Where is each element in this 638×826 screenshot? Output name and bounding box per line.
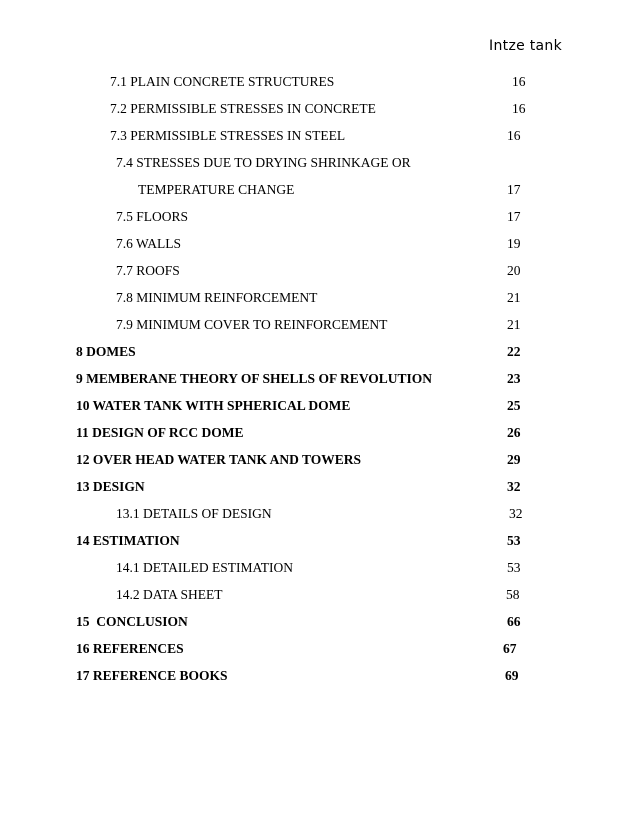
toc-entry[interactable] [0,396,638,416]
toc-entry-title: 14 ESTIMATION [76,533,180,548]
toc-entry[interactable] [0,288,638,308]
toc-entry[interactable] [0,126,638,146]
toc-entry-title: 8 DOMES [76,344,136,359]
toc-entry-page: 17 [507,209,521,224]
toc-entry[interactable] [0,315,638,335]
toc-entry-title: 7.5 FLOORS [116,209,189,224]
toc-entry[interactable] [0,585,638,605]
toc-entry-page: 16 [512,74,526,89]
toc-entry[interactable] [0,234,638,254]
toc-entry-page: 29 [507,452,521,467]
toc-entry-title: 7.8 MINIMUM REINFORCEMENT [116,290,318,305]
toc-entry-page: 23 [507,371,521,386]
toc-entry-title: 15 CONCLUSION [76,614,188,629]
toc-entry-title: 11 DESIGN OF RCC DOME [76,425,244,440]
toc-entry-page: 21 [507,317,521,332]
toc-entry-page: 17 [507,182,521,197]
toc-entry-page: 25 [507,398,521,413]
toc-entry-page: 20 [507,263,521,278]
toc-entry-page: 66 [507,614,521,629]
toc-entry-title: TEMPERATURE CHANGE [138,182,295,197]
toc-entry[interactable] [0,666,638,686]
toc-entry-title: 7.3 PERMISSIBLE STRESSES IN STEEL [110,128,346,143]
toc-entry-title: 14.2 DATA SHEET [116,587,223,602]
toc-entry-page: 26 [507,425,521,440]
toc-entry[interactable] [0,423,638,443]
toc-entry[interactable] [0,477,638,497]
toc-entry-title: 13 DESIGN [76,479,145,494]
toc-entry-page: 21 [507,290,521,305]
toc-entry-page: 69 [505,668,519,683]
toc-entry-page: 53 [507,560,521,575]
toc-entry-title: 7.7 ROOFS [116,263,180,278]
toc-entry-page: 32 [509,506,523,521]
toc-entry-title: 9 MEMBERANE THEORY OF SHELLS OF REVOLUTION [76,371,433,386]
toc-entry[interactable] [0,261,638,281]
toc-entry-page: 16 [507,128,521,143]
toc-entry-page: 19 [507,236,521,251]
toc-entry-title: 7.2 PERMISSIBLE STRESSES IN CONCRETE [110,101,376,116]
toc-entry[interactable] [0,504,638,524]
toc-entry-page: 58 [506,587,520,602]
toc-entry[interactable] [0,342,638,362]
toc-entry[interactable] [0,558,638,578]
toc-entry[interactable] [0,99,638,119]
toc-entry[interactable] [0,531,638,551]
toc-entry-title: 7.9 MINIMUM COVER TO REINFORCEMENT [116,317,388,332]
toc-entry[interactable] [0,369,638,389]
toc-entry[interactable] [0,153,638,173]
toc-entry[interactable] [0,639,638,659]
toc-entry-page: 67 [503,641,517,656]
toc-entry-page: 16 [512,101,526,116]
toc-entry-title: 7.4 STRESSES DUE TO DRYING SHRINKAGE OR [116,155,411,170]
toc-entry-title: 13.1 DETAILS OF DESIGN [116,506,272,521]
toc-entry-title: 12 OVER HEAD WATER TANK AND TOWERS [76,452,362,467]
toc-entry[interactable] [0,612,638,632]
toc-entry-title: 7.1 PLAIN CONCRETE STRUCTURES [110,74,335,89]
toc-entry[interactable] [0,207,638,227]
toc-entry-page: 53 [507,533,521,548]
toc-entry-page: 22 [507,344,521,359]
page-header-title: Intze tank [489,38,562,54]
toc-entry[interactable] [0,72,638,92]
toc-entry[interactable] [0,180,638,200]
toc-entry-title: 7.6 WALLS [116,236,182,251]
toc-entry[interactable] [0,450,638,470]
toc-entry-page: 32 [507,479,521,494]
toc-entry-title: 17 REFERENCE BOOKS [76,668,228,683]
toc-entry-title: 14.1 DETAILED ESTIMATION [116,560,294,575]
toc-entry-title: 10 WATER TANK WITH SPHERICAL DOME [76,398,351,413]
toc-entry-title: 16 REFERENCES [76,641,184,656]
